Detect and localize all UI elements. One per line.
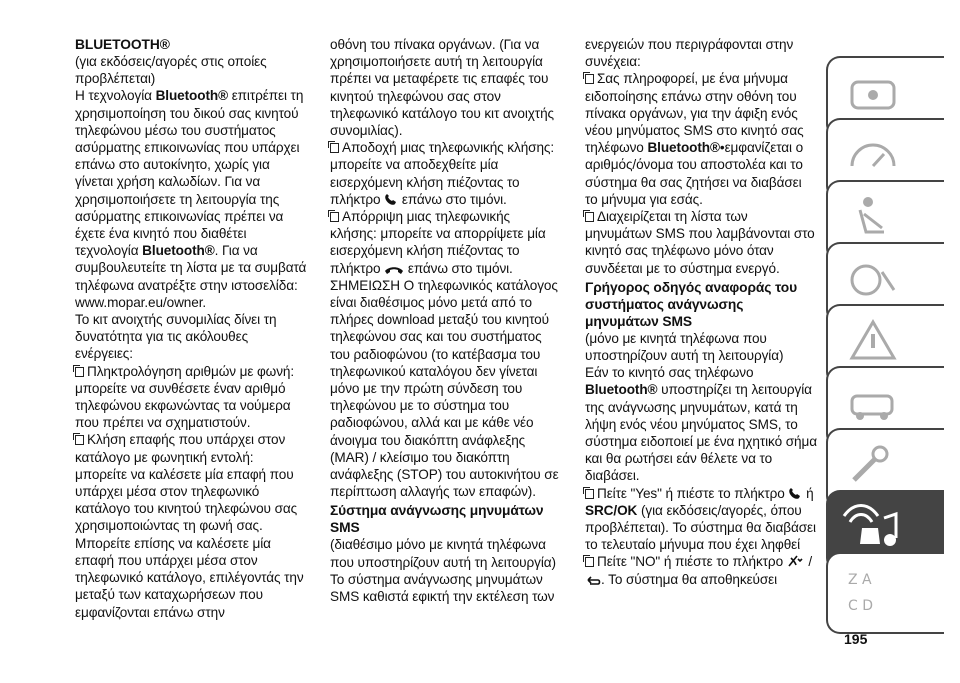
- sms-availability-note: (διαθέσιμο μόνο με κινητά τηλέφωνα που υποστηρίζουν αυτή τη λειτουργία): [330, 537, 556, 570]
- bullet-voice-contact: Κλήση επαφής που υπάρχει στον κατάλογο με φωνητική εντολή: μπορείτε να καλέσετε μία επαφή που υπάρχει μέσα στον τηλεφωνικό κατάλογο του κινητού τηλεφώνου σας χρησιμοποιώντας τη φωνή σας. Μπορείτε επίσης να καλέσετε μία επαφή που υπάρχει μέσα στον τηλεφωνικό κατάλογο, επιλέγοντάς την μεταξύ των καταχωρήσεων που εμφανίζονται επάνω στην: [75, 432, 304, 620]
- availability-note: (για εκδόσεις/αγορές στις οποίες προβλέπεται): [75, 54, 267, 87]
- bullet-icon: [585, 557, 594, 567]
- svg-text:Z A: Z A: [848, 572, 872, 588]
- contacts-transfer-note: οθόνη του πίνακα οργάνων. (Για να χρησιμοποιήσετε αυτή τη λειτουργία πρέπει να μεταφέρετε τις επαφές του κινητού τηλεφώνου σας στον τηλεφωνικό κατάλογο του κιτ ανοιχτής συνομιλίας).: [330, 37, 554, 139]
- text-column-1: [75, 36, 307, 621]
- tab-index[interactable]: [826, 552, 944, 634]
- bullet-say-yes: Πείτε "Yes" ή πιέστε το πλήκτρο ή SRC/OK (για εκδόσεις/αγορές, όπου προβλέπεται). Το σύστημα θα διαβάσει το τελευταίο μήνυμα που έχει ληφθεί: [585, 485, 816, 553]
- heading-sms-reader: Σύστημα ανάγνωσης μηνυμάτων SMS: [330, 503, 544, 536]
- bullet-sms-notify: Σας πληροφορεί, με ένα μήνυμα ειδοποίησης επάνω στην οθόνη του πίνακα οργάνων, για την άφιξη ενός νέου μηνύματος SMS στο κινητό σας τηλέφωνο Bluetooth®•εμφανίζεται ο αριθμός/όνομα του αποστολέα και το σύστημα θα σας ζητήσει να διαβάσει το μήνυμα για εσάς.: [585, 71, 804, 207]
- alphabet-index-icon: [838, 560, 908, 624]
- phone-accept-icon: [788, 488, 802, 500]
- sms-actions-intro: ενεργειών που περιγράφονται στην συνέχεια:: [585, 37, 794, 70]
- phonebook-note: ΣΗΜΕΙΩΣΗ Ο τηλεφωνικός κατάλογος είναι διαθέσιμος μόνο μετά από το πλήρες download μεταξύ του κινητού τηλεφώνου σας και του συστήματος του ραδιοφώνου (το κατέβασμα του τηλεφωνικού καταλόγου δεν γίνεται μόνο με την πρώτη σύνδεση του τηλεφώνου με το σύστημα του ραδιοφώνου, αλλά και με κάθε νέο άνοιγμα του διακόπτη ανάφλεξης (MAR) / κλείσιμο του διακόπτη ανάφλεξης (STOP) του αυτοκινήτου σε περίπτωση αλλαγής των επαφών).: [330, 277, 559, 500]
- bullet-icon: [585, 74, 594, 84]
- section-title-bluetooth: BLUETOOTH®: [75, 37, 170, 52]
- phone-accept-icon: [384, 194, 398, 206]
- mute-voice-icon: [787, 554, 805, 568]
- page-number: 195: [844, 631, 868, 647]
- bullet-icon: [330, 212, 339, 222]
- bullet-say-no: Πείτε "NO" ή πιέστε το πλήκτρο / . Το σύστημα θα αποθηκεύσει: [585, 553, 817, 587]
- back-arrow-icon: [585, 576, 601, 586]
- bullet-icon: [75, 367, 84, 377]
- bullet-icon: [75, 435, 84, 445]
- intro-paragraph: Η τεχνολογία Bluetooth® επιτρέπει τη χρησιμοποίηση του δικού σας κινητού τηλεφώνου μέσω του συστήματος ασύρματης επικοινωνίας που υπάρχει επάνω στο αυτοκίνητο, χωρίς για γίνεται χρήση καλωδίων. Για να χρησιμοποιήσετε τη λειτουργία της ασύρματης επικοινωνίας πρέπει να έχετε ένα κινητό που διαθέτει τεχνολογία Bluetooth®. Για να συμβουλευτείτε τη λίστα με τα συμβατά τηλέφωνα ανατρέξτε στην ιστοσελίδα: www.mopar.eu/owner.: [75, 88, 307, 310]
- bullet-accept-call: Αποδοχή μιας τηλεφωνικής κλήσης: μπορείτε να αποδεχθείτε μία εισερχόμενη κλήση πιέζοντας το πλήκτρο επάνω στο τιμόνι.: [330, 140, 555, 207]
- sms-intro: Το σύστημα ανάγνωσης μηνυμάτων SMS καθιστά εφικτή την εκτέλεση των: [330, 571, 555, 605]
- heading-quick-guide: Γρήγορος οδηγός αναφοράς του συστήματος ανάγνωσης μηνυμάτων SMS: [585, 279, 798, 329]
- text-column-3: [585, 36, 817, 588]
- bullet-icon: [585, 489, 594, 499]
- bullet-voice-dial: Πληκτρολόγηση αριθμών με φωνή: μπορείτε να συνθέσετε έναν αριθμό τηλεφώνου εκφωνώντας τα νούμερα που πρέπει να σχηματιστούν.: [75, 363, 295, 431]
- quick-guide-paragraph: Εάν το κινητό σας τηλέφωνο Bluetooth® υποστηρίζει τη λειτουργία της ανάγνωσης μηνυμάτων, κατά τη λήψη ενός νέου μηνύματος SMS, το σύστημα ειδοποιεί με ένα ηχητικό σήμα και θα ρωτήσει εάν θέλετε να το διαβάσει.: [585, 365, 817, 484]
- features-intro: Το κιτ ανοιχτής συνομιλίας δίνει τη δυνατότητα για τις ακόλουθες ενέργειες:: [75, 312, 277, 362]
- bullet-reject-call: Απόρριψη μιας τηλεφωνικής κλήσης: μπορείτε να απορρίψετε μία εισερχόμενη κλήση πιέζοντας το πλήκτρο επάνω στο τιμόνι.: [330, 209, 546, 276]
- quick-guide-note: (μόνο με κινητά τηλέφωνα που υποστηρίζουν αυτή τη λειτουργία): [585, 330, 784, 364]
- text-column-2: [330, 36, 560, 605]
- svg-text:C D: C D: [848, 598, 874, 614]
- phone-reject-icon: [384, 265, 404, 275]
- bullet-icon: [585, 212, 594, 222]
- bullet-sms-list: Διαχειρίζεται τη λίστα των μηνυμάτων SMS που λαμβάνονται στο κινητό σας τηλέφωνο μόνο όταν συνδέεται με το σύστημα ενεργό.: [585, 209, 815, 276]
- bullet-icon: [330, 143, 339, 153]
